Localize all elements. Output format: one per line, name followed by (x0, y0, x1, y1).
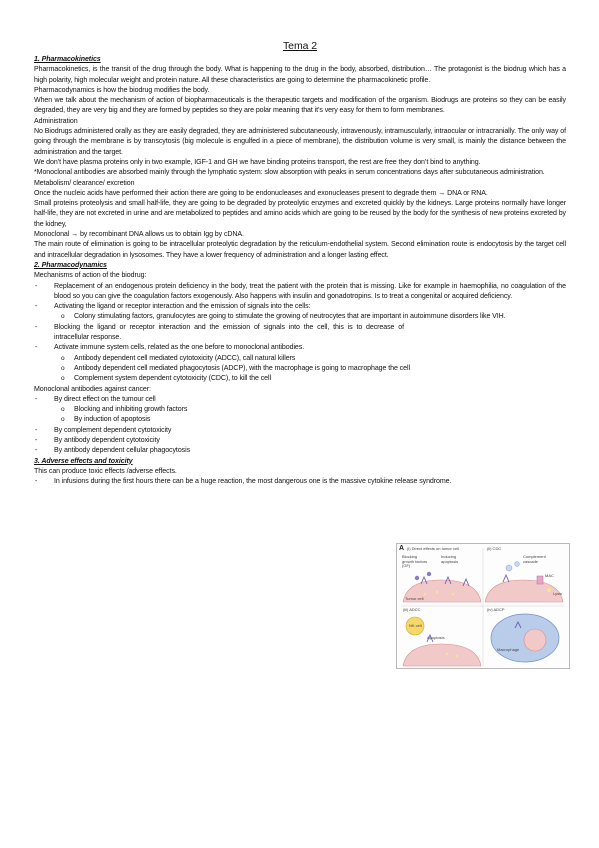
figure-panel-label: A (399, 545, 405, 552)
paragraph: *Monoclonal antibodies are absorbed mainly through the lymphatic system: slow absorption with peaks in serum concentrations days after subcutaneous administration. (34, 169, 545, 177)
page-title: Tema 2 (283, 40, 317, 52)
list-item: - By direct effect on the tumour cell (34, 395, 566, 405)
adverse-list (34, 477, 566, 487)
section-heading-pharmacokinetics: 1. Pharmacokinetics (34, 56, 101, 63)
sub-list-item: o Antibody dependent cell mediated phagocytosis (ADCP), with the macrophage is going to macrophage the cell (34, 364, 424, 374)
sub-list-item: o By induction of apoptosis (34, 415, 566, 425)
growth-factor (427, 572, 431, 576)
sub-list-item: o Antibody dependent cell mediated cytotoxicity (ADCC), call natural killers (34, 354, 424, 364)
sub-list-item: o Complement system dependent cytotoxicity (CDC), to kill the cell (34, 374, 424, 384)
subheading-administration: Administration (34, 117, 78, 125)
paragraph: This can produce toxic effects /adverse effects. (34, 467, 177, 475)
figure-caption: Tumor cell (405, 596, 424, 601)
list-item: - In infusions during the first hours there can be a huge reaction, the most dangerous one is the massive cytokine release syndrome. (34, 477, 566, 487)
list-item: - Activate immune system cells, related as the one before to monoclonal antibodies. (34, 343, 404, 353)
figure-caption: (ii) CDC (487, 546, 502, 551)
list-item: - Replacement of an endogenous protein deficiency in the body, treat the patient with the protein that is missing. Like for example in haemophilia, no coagulation of the blood so you can give the coagulation factors exogenously. Also happens with insulin and gonadotropins. Is to treat a congenital or acquired deficiency. (34, 282, 566, 303)
section-heading-adverse-effects: 3. Adverse effects and toxicity (34, 457, 133, 465)
paragraph: Small proteins proteolysis and small half-life, they are going to be degraded by proteolytic enzymes and excreted quickly by the kidneys. Large proteins normally have longer half-life, they are not excreted in urine and are metabolized to peptides and amino acids which are going to be reused by the body for the synthesis of new proteins excreted by the kidney, (34, 200, 566, 228)
paragraph: The main route of elimination is going to be intracellular proteolytic degradation by the reticulum-endothelial system. Second elimination route is endocytosis by the target cell and intracellular degradation in lysosomes. They have a lower frequency of administration and a longer lasting effect. (34, 241, 566, 259)
figure-caption: Lysis (553, 591, 562, 596)
antibody-list (34, 395, 566, 457)
paragraph: Pharmacodynamics is how the biodrug modifies the body. (34, 86, 210, 94)
list-item: - By complement dependent cytotoxicity (34, 426, 566, 436)
paragraph: Mechanisms of action of the biodrug: (34, 272, 147, 280)
sub-list-item: o Colony stimulating factors, granulocytes are going to stimulate the growing of neutrocytes that are important in autoimmune disorders like VIH. (34, 312, 566, 322)
antibody-mechanisms-figure (396, 543, 570, 669)
figure-caption: MAC (545, 573, 554, 578)
paragraph: Monoclonal antibodies against cancer: (34, 385, 151, 393)
figure-caption: Inducing apoptosis (441, 554, 459, 564)
figure-caption: (iv) ADCP (487, 607, 505, 612)
list-item: - Activating the ligand or receptor interaction and the emission of signals into the cells: (34, 302, 566, 312)
figure-caption: NK cell (409, 623, 422, 628)
mechanism-list (34, 282, 566, 385)
figure-caption: Apoptosis (427, 635, 445, 640)
sub-list-item: o Blocking and inhibiting growth factors (34, 405, 566, 415)
figure-caption: Blocking growth factors (GF) (402, 554, 428, 569)
document-body (34, 40, 566, 487)
paragraph: Pharmacokinetics, is the transit of the drug through the body. What is happening to the drug in the body, absorbed, distribution… The protagonist is the biodrug which has a high polarity, high molecular weight and protein nature. All these characteristics are going to determine the pharmacokinetic profile. (34, 66, 566, 84)
paragraph: When we talk about the mechanism of action of biopharmaceuticals is the therapeutic targets and modification of the organism. Biodrugs are proteins so they can be easily degraded, they are very big and they are formed by peptides so they are polar meaning that it’s very easy for them to form membranes. (34, 97, 566, 115)
subheading-metabolism: Metabolism/ clearance/ excretion (34, 179, 135, 187)
list-item: - By antibody dependent cellular phagocytosis (34, 446, 566, 456)
figure-caption: Macrophage (497, 647, 520, 652)
growth-factor (415, 576, 419, 580)
paragraph: We don’t have plasma proteins only in two example, IGF-1 and GH we have binding proteins transport, the rest are free they don’t bind to anything. (34, 158, 481, 166)
paragraph: Monoclonal → by recombinant DNA allows us to obtain Igg by cDNA. (34, 231, 244, 239)
section-heading-pharmacodynamics: 2. Pharmacodynamics (34, 261, 107, 269)
figure-caption: Complement cascade (523, 554, 546, 564)
figure-caption: (iii) ADCC (403, 607, 421, 612)
paragraph: No Biodrugs administered orally as they are easily degraded, they are administered subcutaneously, intravenously, intramuscularly, intraocular or intracranially. The only way of going through the membrane is by transcytosis (big molecule is engulfed in a piece of membrane), the distribution volume is very small, is mainly the distance between the administration and the target. (34, 128, 566, 156)
figure-caption: (i) Direct effects on tumor cell (407, 546, 459, 551)
paragraph: Once the nucleic acids have performed their action there are going to be endonucleases and exonucleases present to degrade them → DNA or RNA. (34, 189, 488, 197)
list-item: - Blocking the ligand or receptor interaction and the emission of signals into the cell, this is to decrease of intracellular response. (34, 323, 404, 344)
list-item: - By antibody dependent cytotoxicity (34, 436, 566, 446)
